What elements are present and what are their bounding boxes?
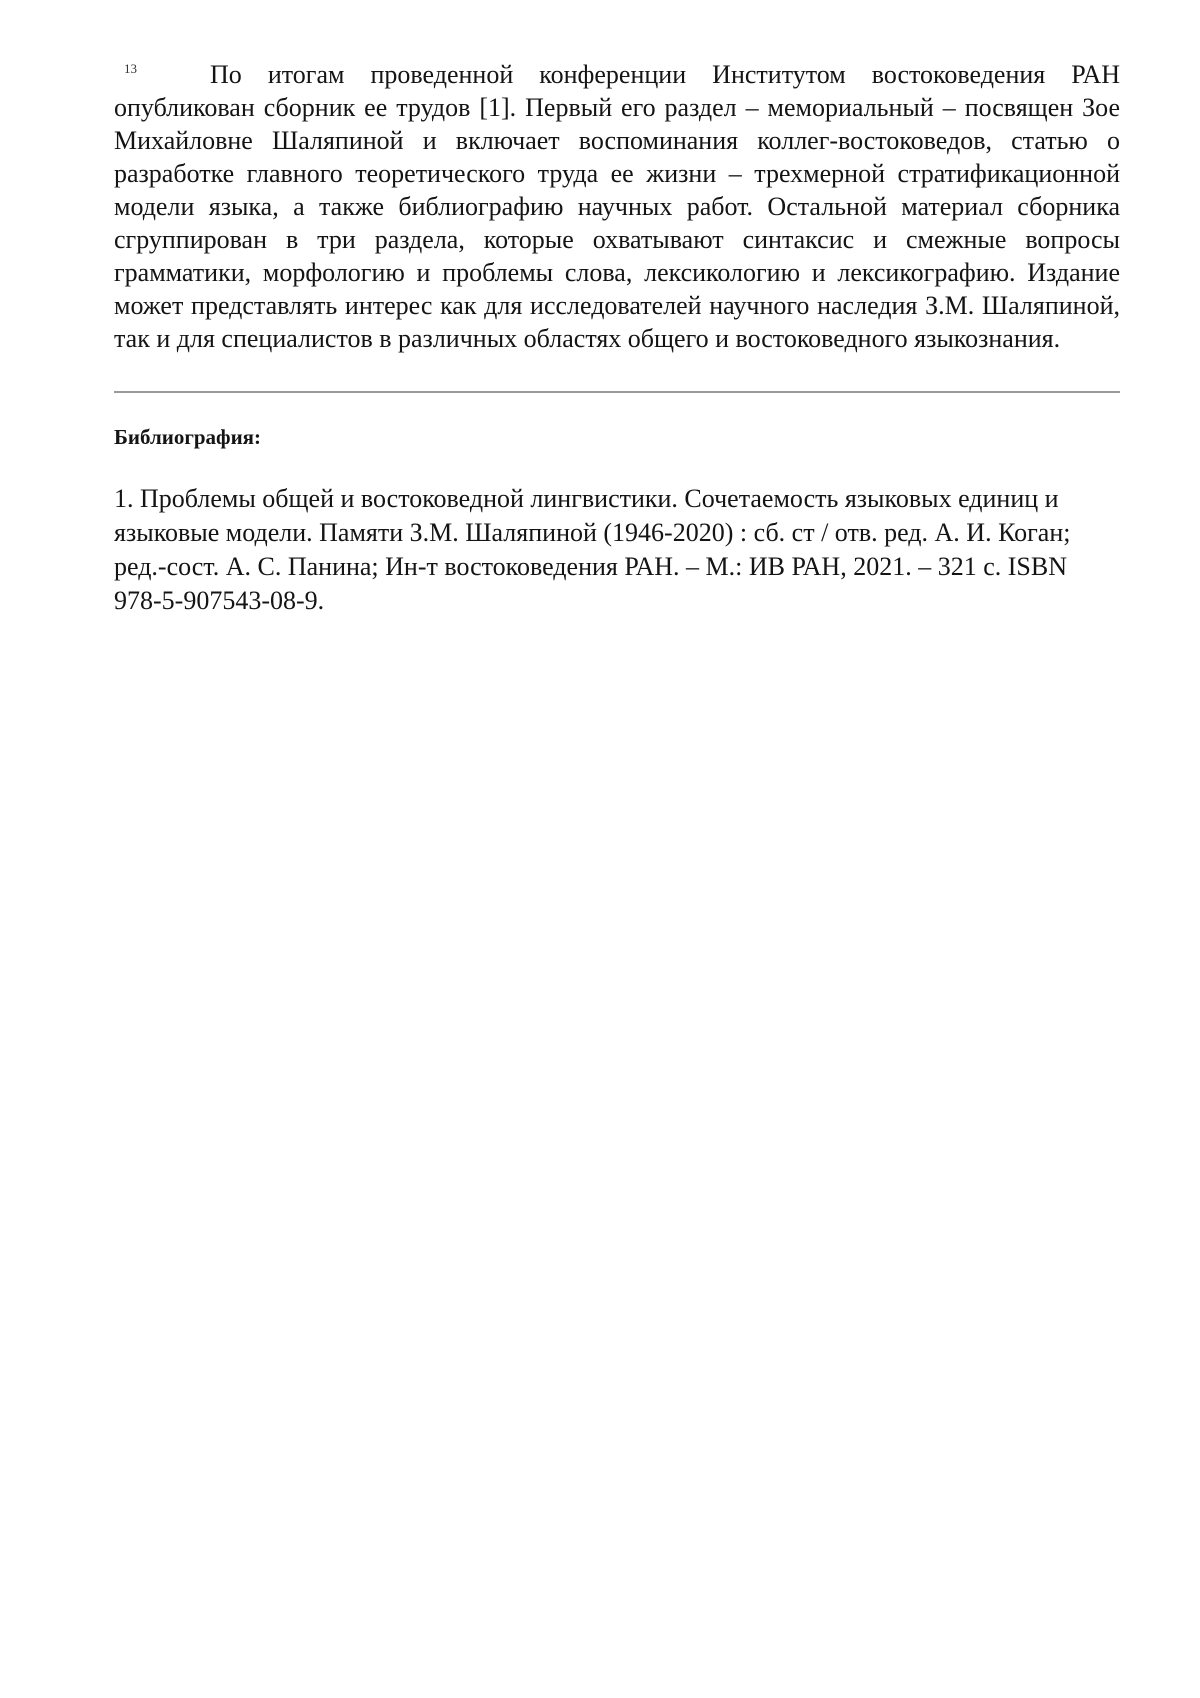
section-divider bbox=[114, 391, 1120, 393]
bibliography-entry: 1. Проблемы общей и востоковедной лингвистики. Сочетаемость языковых единиц и языковые модели. Памяти З.М. Шаляпиной (1946-2020) : сб. ст / отв. ред. А. И. Коган; ред.-сост. А. С. Панина; Ин-т востоковедения РАН. – М.: ИВ РАН, 2021. – 321 с. ISBN 978-5-907543-08-9. bbox=[114, 484, 1071, 615]
bibliography-list bbox=[114, 482, 1120, 618]
bibliography-heading: Библиография: bbox=[114, 425, 262, 449]
paragraph-text: По итогам проведенной конференции Институтом востоковедения РАН опубликован сборник ее трудов [1]. Первый его раздел – мемориальный – посвящен Зое Михайловне Шаляпиной и включает воспоминания коллег-востоковедов, статью о разработке главного теоретического труда ее жизни – трехмерной стратификационной модели языка, а также библиографию научных работ. Остальной материал сборника сгруппирован в три раздела, которые охватывают синтаксис и смежные вопросы грамматики, морфологию и проблемы слова, лексикологию и лексикографию. Издание может представлять интерес как для исследователей научного наследия З.М. Шаляпиной, так и для специалистов в различных областях общего и востоковедного языкознания. bbox=[114, 60, 1120, 353]
page-number: 13 bbox=[124, 61, 137, 76]
body-paragraph bbox=[114, 58, 1120, 355]
document-page bbox=[114, 58, 1120, 618]
